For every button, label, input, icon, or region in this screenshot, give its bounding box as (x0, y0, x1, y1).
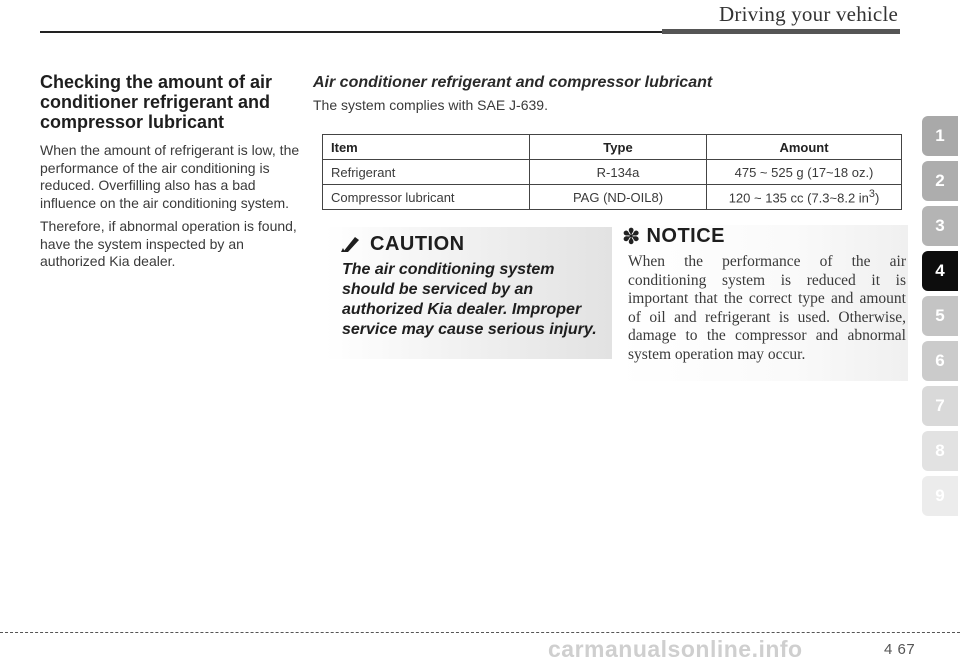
table-cell-type: R-134a (530, 160, 707, 185)
footer-rule (0, 632, 960, 633)
asterisk-icon: ✽ (622, 223, 641, 249)
warning-wrench-icon (340, 236, 362, 254)
table-row (323, 185, 902, 210)
body-paragraph-1: When the amount of refrigerant is low, the performance of the air conditioning is reduced. Overfilling also has a bad influence on the air conditioning system. (40, 142, 300, 211)
subsection-heading: Air conditioner refrigerant and compressor lubricant (313, 74, 713, 91)
caution-header (340, 233, 465, 256)
body-paragraph-2: Therefore, if abnormal operation is found, have the system inspected by an authorized Kia dealer. (40, 218, 297, 269)
caution-text: The air conditioning system should be serviced by an authorized Kia dealer. Improper service may cause serious injury. (342, 261, 597, 338)
left-column (40, 72, 312, 277)
amount-text: 120 ~ 135 cc (7.3~8.2 in (728, 190, 869, 206)
intro-text: The system complies with SAE J-639. (313, 97, 548, 113)
chapter-tab-6[interactable]: 6 (922, 341, 958, 381)
chapter-tab-4[interactable]: 4 (922, 251, 958, 291)
table-cell-item: Refrigerant (323, 160, 530, 185)
watermark: carmanualsonline.info (548, 636, 803, 662)
notice-text: When the performance of the air conditioning system is reduced it is important that the correct type and amount of oil and refrigerant is used. Otherwise, damage to the compressor and abnormal system operation may occur. (628, 253, 906, 363)
notice-box (618, 225, 908, 381)
right-column (313, 74, 905, 113)
chapter-tab-9[interactable]: 9 (922, 476, 958, 516)
specification-table (322, 134, 902, 210)
table-row (323, 160, 902, 185)
caution-title: CAUTION (370, 233, 465, 255)
table-header-item: Item (323, 135, 530, 160)
chapter-tab-5[interactable]: 5 (922, 296, 958, 336)
table-header-type: Type (530, 135, 707, 160)
caution-box (326, 227, 612, 359)
page-header-title: Driving your vehicle (719, 2, 898, 26)
table-header-amount: Amount (707, 135, 902, 160)
chapter-tab-7[interactable]: 7 (922, 386, 958, 426)
table-header-row (323, 135, 902, 160)
table-cell-item: Compressor lubricant (323, 185, 530, 210)
chapter-tab-2[interactable]: 2 (922, 161, 958, 201)
table-cell-amount (707, 185, 902, 210)
table-cell-type: PAG (ND-OIL8) (530, 185, 707, 210)
section-heading: Checking the amount of air conditioner refrigerant and compressor lubricant (40, 72, 273, 132)
notice-title: NOTICE (646, 225, 725, 247)
page-number: 4 67 (884, 641, 916, 658)
superscript-exponent: 3 (868, 188, 875, 201)
chapter-tab-8[interactable]: 8 (922, 431, 958, 471)
notice-header (622, 225, 725, 248)
amount-text-close: ) (874, 190, 880, 206)
table-cell-amount: 475 ~ 525 g (17~18 oz.) (707, 160, 902, 185)
chapter-tab-1[interactable]: 1 (922, 116, 958, 156)
header-rule-accent (662, 29, 900, 34)
chapter-tab-3[interactable]: 3 (922, 206, 958, 246)
